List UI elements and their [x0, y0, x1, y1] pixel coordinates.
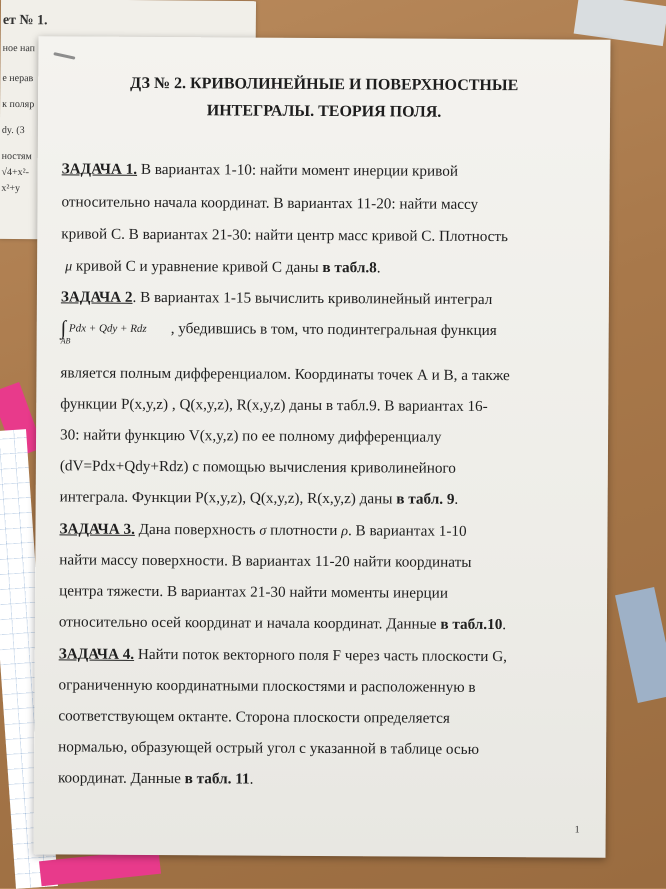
- task4-text: координат. Данные: [57, 769, 185, 788]
- task2-line-6: (dV=Pdx+Qdy+Rdz) с помощью вычисления криволинейного: [59, 457, 456, 477]
- table-ref: в табл. 9: [396, 490, 455, 508]
- task2-line-4: функции P(x,y,z) , Q(x,y,z), R(x,y,z) даны в табл.9. В вариантах 16-: [60, 395, 488, 416]
- punctuation: .: [376, 259, 381, 277]
- task4-line-4: нормалью, образующей острый угол с указанной в таблице осью: [58, 738, 480, 758]
- background-fragment: е нерав: [2, 72, 34, 85]
- task3-line-4: [59, 613, 506, 634]
- task1-line-4: [61, 257, 381, 277]
- task2-label: ЗАДАЧА 2: [60, 288, 133, 306]
- rho-symbol: ρ: [341, 524, 349, 540]
- background-fragment: x²+y: [1, 182, 21, 195]
- task4-line-3: соответствующем октанте. Сторона плоскости определяется: [58, 707, 450, 727]
- background-paper-title: ет № 1.: [2, 12, 48, 29]
- task2-line-3: является полным дифференциалом. Координаты точек А и В, а также: [60, 364, 510, 385]
- background-fragment: ное нап: [2, 42, 36, 55]
- background-fragment: √4+x²-: [1, 166, 30, 179]
- task2-line-1: [61, 288, 493, 309]
- document-heading: [38, 69, 610, 126]
- table-ref: в табл. 11: [184, 770, 250, 788]
- task2-line-7: [60, 488, 459, 508]
- task1-text: В вариантах 1-10: найти момент инерции кривой: [137, 160, 459, 180]
- background-fragment: dy. (3: [1, 124, 25, 137]
- punctuation: .: [502, 616, 507, 634]
- task3-line-1: [59, 520, 466, 540]
- sigma-symbol: σ: [259, 523, 267, 539]
- document-sheet: [34, 36, 611, 857]
- task4-line-2: ограниченную координатными плоскостями и расположенную в: [58, 676, 476, 696]
- task1-line-1: [62, 160, 458, 180]
- task1-text: кривой С и уравнение кривой С даны: [72, 257, 323, 276]
- table-ref: в табл.8: [322, 258, 377, 277]
- heading-line-1: ДЗ № 2. КРИВОЛИНЕЙНЫЕ И ПОВЕРХНОСТНЫЕ: [130, 74, 519, 95]
- integral-sign: ∫: [60, 317, 67, 340]
- integral-expression: Pdx + Qdy + Rdz: [68, 322, 147, 335]
- task1-line-3: кривой С. В вариантах 21-30: найти центр масс кривой С. Плотность: [61, 225, 509, 246]
- punctuation: .: [454, 490, 459, 508]
- task3-line-2: найти массу поверхности. В вариантах 11-20 найти координаты: [59, 551, 472, 571]
- task3-label: ЗАДАЧА 3.: [59, 520, 135, 538]
- task2-text: интеграла. Функции P(x,y,z), Q(x,y,z), R(x,y,z) даны: [59, 488, 397, 508]
- staple: [53, 52, 75, 60]
- task2-line-2: , убедившись в том, что подинтегральная функция: [170, 320, 497, 340]
- task4-line-1: [59, 645, 507, 666]
- task4-text: Найти поток векторного поля F через часть плоскости G,: [134, 645, 508, 666]
- task3-text: относительно осей координат и начала координат. Данные: [58, 613, 441, 633]
- task4-label: ЗАДАЧА 4.: [58, 645, 135, 663]
- task3-text: . В вариантах 1-10: [347, 522, 467, 540]
- integral-subscript: AB: [60, 336, 71, 346]
- heading-line-2: ИНТЕГРАЛЫ. ТЕОРИЯ ПОЛЯ.: [206, 102, 442, 121]
- ruler: [615, 587, 666, 703]
- line-integral: [60, 314, 147, 346]
- background-fragment: ностям: [1, 150, 32, 163]
- task1-line-2: относительно начала координат. В вариантах 11-20: найти массу: [61, 193, 479, 213]
- task1-label: ЗАДАЧА 1.: [61, 160, 138, 178]
- task2-text: . В вариантах 1-15 вычислить криволинейный интеграл: [132, 288, 493, 309]
- table-ref: в табл.10: [440, 615, 503, 634]
- task3-line-3: центра тяжести. В вариантах 21-30 найти моменты инерции: [59, 582, 449, 602]
- punctuation: .: [249, 770, 254, 788]
- task4-line-5: [58, 769, 254, 788]
- task3-text: Дана поверхность: [134, 520, 260, 539]
- background-fragment: к поляр: [2, 98, 35, 111]
- page-number: 1: [574, 824, 580, 836]
- task2-line-5: 30: найти функцию V(x,y,z) по ее полному дифференциалу: [60, 426, 442, 446]
- mu-symbol: μ: [65, 259, 73, 275]
- task3-text: плотности: [266, 521, 342, 540]
